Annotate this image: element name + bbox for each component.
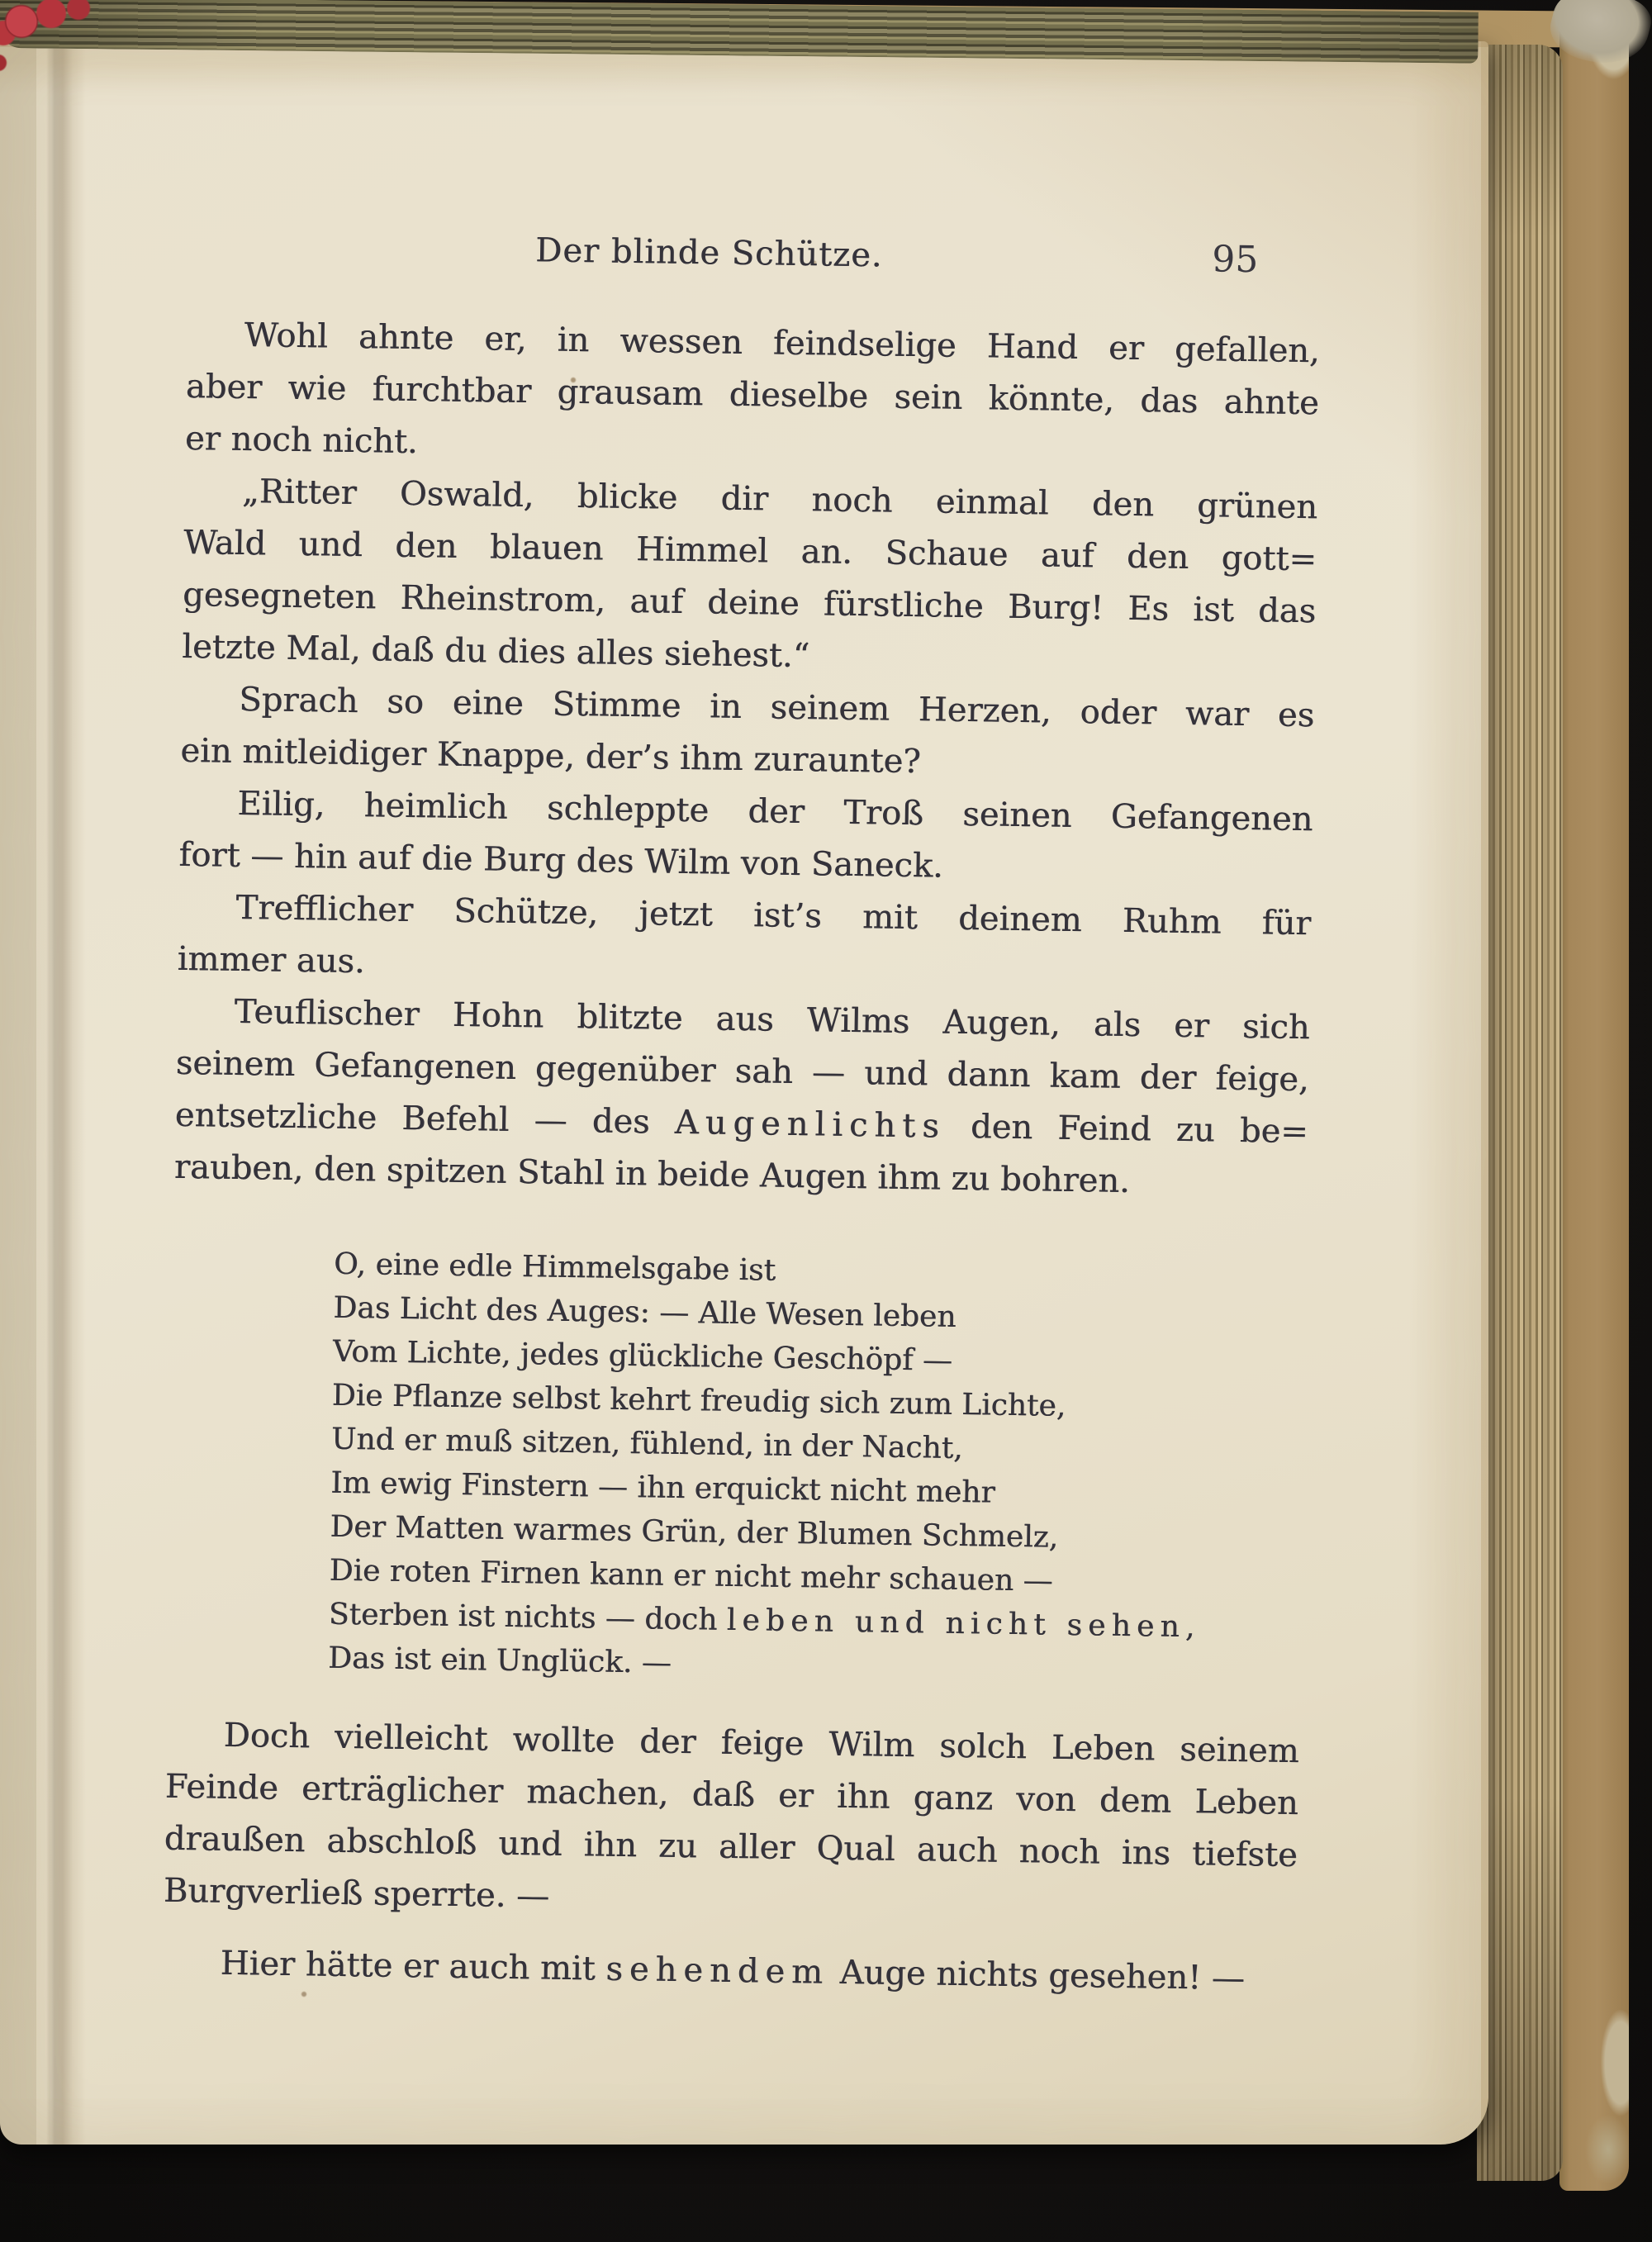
text-line: ein mitleidiger Knappe, der’s ihm zuraunte?	[180, 731, 922, 781]
text-line: entsetzliche Befehl — des Augenlichts den Feind zu be=	[174, 1095, 1309, 1152]
text-line: gesegneten Rheinstrom, auf deine fürstliche Burg! Es ist das	[182, 575, 1317, 631]
poem-line: Der Matten warmes Grün, der Blumen Schmelz,	[330, 1509, 1059, 1555]
text-line: letzte Mal, daß du dies alles siehest.“	[181, 627, 810, 676]
text-line: Wald und den blauen Himmel an. Schaue auf den gott=	[183, 523, 1317, 579]
text-line: Feinde erträglicher machen, daß er ihn ganz von dem Leben	[164, 1767, 1298, 1823]
paragraph	[163, 1709, 1299, 1934]
book-cover-board	[1559, 2, 1629, 2191]
text-line: seinem Gefangenen gegenüber sah — und dann kam der feige,	[175, 1043, 1309, 1100]
text-line: fort — hin auf die Burg des Wilm von Saneck.	[178, 835, 944, 886]
text-line: immer aus.	[177, 939, 365, 981]
poem-line: Die roten Firnen kann er nicht mehr schauen —	[329, 1553, 1053, 1598]
text-line: Doch vielleicht wollte der feige Wilm solch Leben seinem	[223, 1716, 1299, 1771]
poem-line: Das ist ein Unglück. —	[327, 1641, 672, 1680]
text-line: er noch nicht.	[184, 419, 419, 462]
text-line: Wohl ahnte er, in wessen feindselige Hand er gefallen,	[244, 316, 1321, 371]
running-header	[188, 216, 1322, 286]
text-line: Teuflischer Hohn blitzte aus Wilms Augen, als er sich	[234, 992, 1310, 1047]
paragraph	[173, 986, 1310, 1210]
page-fore-edge-stack	[1477, 45, 1563, 2181]
text-line: aber wie furchtbar grausam dieselbe sein könnte, das ahnte	[185, 367, 1320, 423]
poem-line: Und er muß sitzen, fühlend, in der Nacht,	[330, 1422, 963, 1466]
headband-red	[0, 0, 126, 81]
text-line: Burgverließ sperrte. —	[163, 1871, 550, 1916]
text-line: Trefflicher Schütze, jetzt ist’s mit deinem Ruhm für	[235, 888, 1312, 943]
poem-line: O, eine edle Himmelsgabe ist	[333, 1247, 776, 1288]
text-line: Eilig, heimlich schleppte der Troß seinen Gefangenen	[237, 784, 1313, 839]
page-content	[162, 216, 1322, 2006]
page-title: Der blinde Schütze.	[534, 231, 883, 275]
paragraph	[182, 465, 1318, 690]
page-number: 95	[1211, 238, 1259, 282]
book-page	[0, 41, 1488, 2145]
poem-line: Das Licht des Auges: — Alle Wesen leben	[333, 1290, 957, 1334]
poem-line: Sterben ist nichts — doch leben und nicht sehen,	[328, 1597, 1201, 1645]
poem-line: Vom Lichte, jedes glückliche Geschöpf —	[332, 1334, 953, 1378]
text-line: draußen abschloß und ihn zu aller Qual auch noch ins tiefste	[164, 1819, 1298, 1875]
text-line: rauben, den spitzen Stahl in beide Augen ihm zu bohren.	[173, 1147, 1131, 1201]
text-line: Hier hätte er auch mit sehendem Auge nichts gesehen! —	[220, 1944, 1246, 1998]
paragraph	[185, 309, 1321, 482]
text-line: Sprach so eine Stimme in seinem Herzen, oder war es	[238, 680, 1315, 735]
paragraph	[162, 1937, 1296, 2006]
poem-line: Die Pflanze selbst kehrt freudig sich zum Lichte,	[331, 1378, 1066, 1423]
text-line: „Ritter Oswald, blicke dir noch einmal den grünen	[241, 473, 1318, 527]
paragraph	[180, 673, 1315, 794]
poem-block	[328, 1242, 1307, 1694]
poem-line: Im ewig Finstern — ihn erquickt nicht mehr	[330, 1465, 995, 1510]
paragraph	[178, 777, 1313, 898]
paragraph	[177, 881, 1312, 1002]
